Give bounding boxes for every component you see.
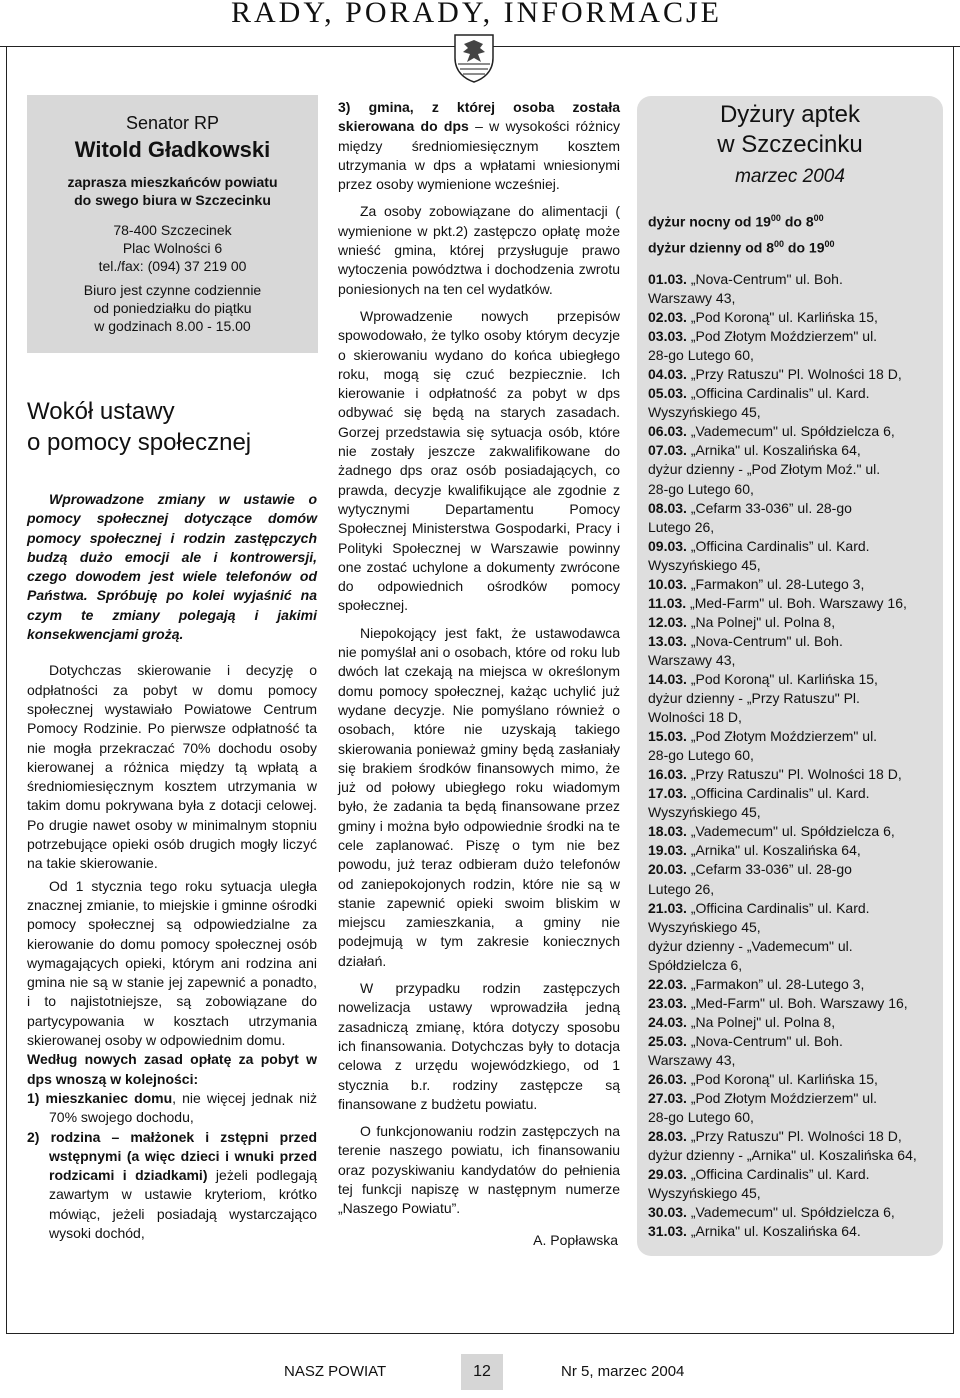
list-item: 2) rodzina – małżonek i zstępni przed wstępnymi (a więc dzieci i wnuki przed rodzicami i dziadkami) jeżeli podlegają zawartym w ustawie kryteriom, krótko mówiąc, jeżeli posiadają wystarczająco wysoki dochód, (27, 1128, 317, 1241)
list-item: 09.03. „Officina Cardinalis” ul. Kard. (648, 537, 870, 554)
senator-info-box (27, 95, 318, 353)
article-paragraph: O funkcjonowaniu rodzin zastępczych na terenie naszego powiatu, ich finansowaniu oraz pozyskiwaniu kandydatów do pełnienia tej funkcji napiszę w następnym numerze „Naszego Powiatu”. (338, 1123, 620, 1217)
list-item: 25.03. „Nova-Centrum" ul. Boh. (648, 1032, 843, 1049)
list-item: Wolności 18 D, (648, 709, 742, 726)
list-item: Wyszyńskiego 45, (648, 918, 761, 935)
senator-hours-line-3: w godzinach 8.00 - 15.00 (94, 318, 251, 334)
list-item: 26.03. „Pod Koroną" ul. Karlińska 15, (648, 1070, 878, 1087)
senator-phone: tel./fax: (094) 37 219 00 (98, 258, 247, 274)
list-item: 28.03. „Przy Ratuszu" Pl. Wolności 18 D, (648, 1128, 902, 1145)
page-header-title: RADY, PORADY, INFORMACJE (231, 0, 722, 29)
article-author: A. Popławska (533, 1231, 618, 1248)
left-border (6, 46, 7, 1333)
senator-invite-line-2: do swego biura w Szczecinku (74, 192, 271, 208)
pharmacy-title-line-1: Dyżury aptek (719, 101, 861, 128)
list-item: 27.03. „Pod Złotym Moździerzem" ul. (648, 1090, 878, 1107)
list-item: Warszawy 43, (648, 651, 736, 668)
list-item: 01.03. „Nova-Centrum" ul. Boh. (648, 271, 843, 287)
article-column-2 (338, 98, 620, 1250)
list-item: 10.03. „Farmakon” ul. 28-Lutego 3, (648, 575, 865, 592)
senator-address-city: 78-400 Szczecinek (113, 222, 232, 238)
senator-name: Witold Gładkowski (74, 137, 271, 162)
list-item: 16.03. „Przy Ratuszu" Pl. Wolności 18 D, (648, 766, 902, 783)
list-item: dyżur dzienny - „Arnika" ul. Koszalińska 64, (648, 1147, 917, 1164)
list-item: 28-go Lutego 60, (648, 480, 754, 497)
footer-publication-name: NASZ POWIAT (284, 1363, 387, 1380)
list-item: 1) mieszkaniec domu, nie więcej jednak niż 70% swojego dochodu, (27, 1089, 318, 1126)
list-item: 21.03. „Officina Cardinalis” ul. Kard. (648, 899, 870, 916)
list-item: 07.03. „Arnika" ul. Koszalińska 64, (648, 442, 861, 459)
list-item: 3) gmina, z której osoba została skierowana do dps – w wysokości różnicy między średniomiesięcznym kosztem utrzymania w dps a wpłatami wniesionymi przez osoby wymienione wcześniej. (338, 99, 620, 193)
article-paragraph: W przypadku rodzin zastępczych nowelizacja ustawy wprowadziła jedną zasadniczą zmianę, która dotyczy sposobu ich finansowania. Dotychczas były to dotacja celowa z urzędu wojewódzkiego, od 1 stycznia b.r. rodziny zastępcze są finansowane z budżetu powiatu. (338, 980, 620, 1112)
night-duty-hours: dyżur nocny od $19^{00}$ do $8^{00}$ (648, 213, 824, 230)
article-paragraph: Wprowadzenie nowych przepisów spowodowało, że tylko osoby którym decyzje o skierowaniu wydano do końca ubiegłego roku, mogą się czuć bezpiecznie. Ich kierowanie i odpłatność za pobyt w dps odbywać się będą na starych zasadach. Gorzej przedstawia się sytuacja osób, które nie zostały jeszcze zakwalifikowane do żadnego dps oraz osób posiadających, co prawda, decyzje kwalifikujące ale zgodnie z wytycznymi Departamentu Pomocy Społecznej Ministerstwa Gospodarki, Pracy i Polityki Społecznej w Warszawie powinny one zostać uchylone a dokumenty zwrócone do odpowiednich ośrodków pomocy społecznej. (338, 307, 620, 614)
list-item: Wyszyńskiego 45, (648, 1185, 761, 1202)
list-item: Lutego 26, (648, 880, 715, 897)
coat-of-arms-icon (452, 32, 496, 84)
senator-title: Senator RP (125, 113, 220, 133)
senator-address-street: Plac Wolności 6 (122, 240, 223, 256)
senator-hours-line-2: od poniedziałku do piątku (93, 300, 252, 316)
list-item: 15.03. „Pod Złotym Moździerzem" ul. (648, 728, 878, 745)
list-item: Wyszyńskiego 45, (648, 404, 761, 421)
list-item: dyżur dzienny - „Przy Ratuszu" Pl. (648, 690, 860, 707)
article-paragraph: Za osoby zobowiązane do alimentacji ( wymienione w pkt.2) zastępczo opłatę może wnieść gmina, której przysługuje prawo wytoczenia powództwa i dochodzenia zwrotu poniesionych na ten cel wydatków. (338, 203, 620, 297)
page-number: 12 (461, 1354, 503, 1390)
list-item: 05.03. „Officina Cardinalis” ul. Kard. (648, 385, 870, 402)
article-column-1 (27, 490, 317, 1243)
list-item: 03.03. „Pod Złotym Moździerzem" ul. (648, 328, 878, 345)
list-item: 13.03. „Nova-Centrum" ul. Boh. (648, 632, 843, 649)
list-item: 20.03. „Cefarm 33-036” ul. 28-go (648, 861, 852, 878)
pharmacy-title (637, 100, 943, 160)
list-item: dyżur dzienny - „Vademecum" ul. (648, 937, 853, 954)
list-item: 19.03. „Arnika" ul. Koszalińska 64, (648, 842, 861, 859)
pharmacy-title-line-2: w Szczecinku (717, 131, 863, 158)
article-lead: Wprowadzone zmiany w ustawie o pomocy społecznej dotyczące domów pomocy społecznej i rodzin zastępczych budzą dużo emocji ale i kontrowersji, czego dowodem jest wiele telefonów od Państwa. Spróbuję po kolei wyjaśnić na czym te zmiany polegają i jakimi konsekwencjami grożą. (27, 491, 317, 643)
list-item: dyżur dzienny - „Pod Złotym Moź." ul. (648, 461, 881, 478)
list-item: 22.03. „Farmakon” ul. 28-Lutego 3, (648, 975, 865, 992)
list-item: Wyszyńskiego 45, (648, 556, 761, 573)
list-item: 11.03. „Med-Farm" ul. Boh. Warszawy 16, (648, 594, 907, 611)
article-title-line-2: o pomocy społecznej (27, 429, 252, 456)
list-item: 02.03. „Pod Koroną" ul. Karlińska 15, (648, 309, 878, 326)
article-title (27, 396, 317, 458)
senator-invite-line-1: zaprasza mieszkańców powiatu (67, 174, 278, 190)
article-paragraph: Dotychczas skierowanie i decyzję o odpłatności za pobyt w domu pomocy społecznej wystawiało Powiatowe Centrum Pomocy Rodzinie. Po pierwsze odpłatność ta nie mogła przekraczać 70% dochodu osoby kierowanej a różnica między tą wpłatą a średniomiesięcznym kosztem utrzymania w takim domu pokrywana była z dotacji celowej. Po drugie nawet osoby w minimalnym stopniu potrzebujące opieki osób drugich mogły liczyć na takie skierowanie. (27, 662, 317, 872)
list-item: 14.03. „Pod Koroną" ul. Karlińska 15, (648, 670, 878, 687)
list-item: 31.03. „Arnika" ul. Koszalińska 64. (648, 1223, 861, 1240)
right-border (953, 46, 954, 1333)
pharmacy-duty-hours (648, 207, 938, 258)
list-item: 18.03. „Vademecum" ul. Spółdzielcza 6, (648, 823, 895, 840)
article-rules-heading: Według nowych zasad opłatę za pobyt w dps wnoszą w kolejności: (27, 1051, 317, 1087)
senator-hours-line-1: Biuro jest czynne codziennie (83, 282, 262, 298)
list-item: Lutego 26, (648, 518, 715, 535)
list-item: 04.03. „Przy Ratuszu" Pl. Wolności 18 D, (648, 366, 902, 383)
pharmacy-month: marzec 2004 (735, 166, 845, 187)
list-item: Warszawy 43, (648, 1051, 736, 1068)
pharmacy-schedule-list (648, 270, 940, 1241)
list-item: 06.03. „Vademecum" ul. Spółdzielcza 6, (648, 423, 895, 440)
list-item: 17.03. „Officina Cardinalis” ul. Kard. (648, 785, 870, 802)
list-item: 24.03. „Na Polnej" ul. Polna 8, (648, 1013, 836, 1030)
footer-issue: Nr 5, marzec 2004 (561, 1363, 685, 1380)
list-item: Wyszyńskiego 45, (648, 804, 761, 821)
list-item: 28-go Lutego 60, (648, 1109, 754, 1126)
list-item: 12.03. „Na Polnej" ul. Polna 8, (648, 613, 836, 630)
list-item: Warszawy 43, (648, 290, 736, 307)
day-duty-hours: dyżur dzienny od $8^{00}$ do $19^{00}$ (648, 238, 835, 256)
list-item: 29.03. „Officina Cardinalis” ul. Kard. (648, 1166, 870, 1183)
list-item: 28-go Lutego 60, (648, 347, 754, 364)
list-item: 28-go Lutego 60, (648, 747, 754, 764)
list-item: 08.03. „Cefarm 33-036” ul. 28-go (648, 499, 852, 516)
list-item: 23.03. „Med-Farm" ul. Boh. Warszawy 16, (648, 994, 908, 1011)
article-title-line-1: Wokół ustawy (27, 398, 175, 425)
article-paragraph: Niepokojący jest fakt, że ustawodawca nie pomyślał ani o osobach, które od roku lub dwóch lat czekają na miejsca w określonym domu pomocy społecznej, każąc uchylić już wydane decyzje. Nie pomyślano również o osobach, które nie uzyskają takiego skierowania ponieważ gminy będą zasłaniały się brakiem środków finansowych mimo, że już od połowy ubiegłego roku wiadomym było, że zadania ta będą finansowane przez gminy i można było odpowiednie środki na te cele zaplanować. Piszę o tym nie bez powodu, już teraz odbieram dużo telefonów od zaniepokojonych rodzin, które nie są w stanie zapewnić opieki swoim bliskim w miejscu zamieszkania, a gminy nie podejmują w tym zakresie koniecznych działań. (338, 624, 620, 969)
article-paragraph: Od 1 stycznia tego roku sytuacja uległa znacznej zmianie, to miejskie i gminne ośrodki pomocy społecznej są odpowiedzialne za kierowanie do domu pomocy społecznej osób wymagających opieki, którym ani rodzina ani gmina nie są w stanie jej zapewnić a ponadto, i to najistotniejsze, są zobowiązane do partycypowania w kosztach utrzymania skierowanej osoby w odpowiednim domu. (27, 877, 317, 1049)
list-item: 30.03. „Vademecum" ul. Spółdzielcza 6, (648, 1204, 895, 1221)
bottom-rule (6, 1333, 954, 1334)
list-item: Spółdzielcza 6, (648, 956, 743, 973)
